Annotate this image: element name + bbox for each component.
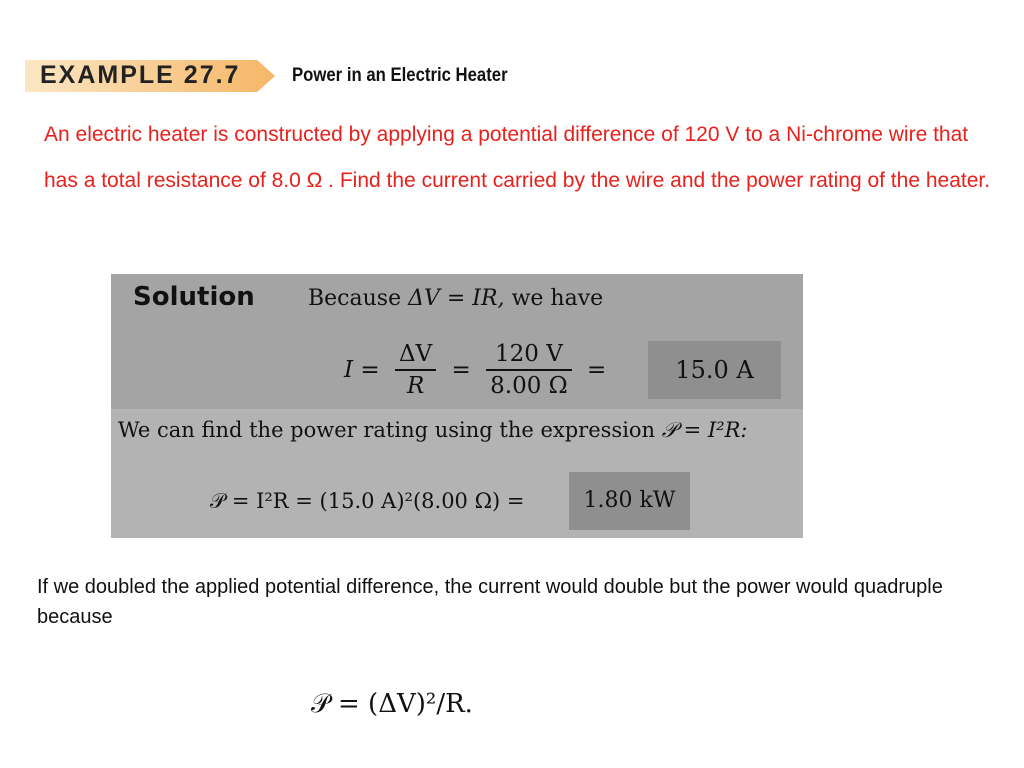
example-label: EXAMPLE 27.7: [40, 61, 241, 89]
because-suffix: we have: [511, 286, 604, 311]
because-line: [308, 284, 603, 314]
power-answer: 1.80 kW: [583, 488, 676, 513]
because-prefix: Because: [308, 286, 402, 311]
example-title: Power in an Electric Heater: [292, 65, 508, 86]
power-expression: 𝒫 = I²R:: [661, 418, 748, 442]
power-intro-line: [118, 415, 747, 445]
fraction-numerator: ΔV: [395, 339, 436, 371]
current-equation: [336, 339, 614, 401]
problem-statement: An electric heater is constructed by applying a potential difference of 120 V to a Ni-chrome wire that has a total resistance of 8.0 Ω . Find the current carried by the wire and the power rating of the heater.: [44, 123, 991, 192]
current-lhs: I =: [344, 357, 380, 383]
fraction-dv-over-r: [395, 339, 436, 401]
fraction-values: [486, 339, 572, 401]
current-answer: 15.0 A: [675, 356, 754, 384]
closing-text: If we doubled the applied potential difference, the current would double but the power would quadruple because: [37, 576, 943, 628]
because-equation: ΔV = IR,: [408, 286, 505, 311]
final-equation: 𝒫 = (ΔV)²/R.: [311, 689, 473, 719]
equals-sign: =: [587, 357, 607, 383]
fraction-denominator: 8.00 Ω: [490, 373, 568, 399]
fraction-numerator: 120 V: [486, 339, 572, 371]
power-equation: 𝒫 = I²R = (15.0 A)²(8.00 Ω) =: [210, 489, 525, 513]
equals-sign: =: [451, 357, 471, 383]
power-intro: We can find the power rating using the expression: [118, 418, 656, 442]
solution-heading: Solution: [133, 282, 255, 312]
fraction-denominator: R: [406, 373, 425, 399]
